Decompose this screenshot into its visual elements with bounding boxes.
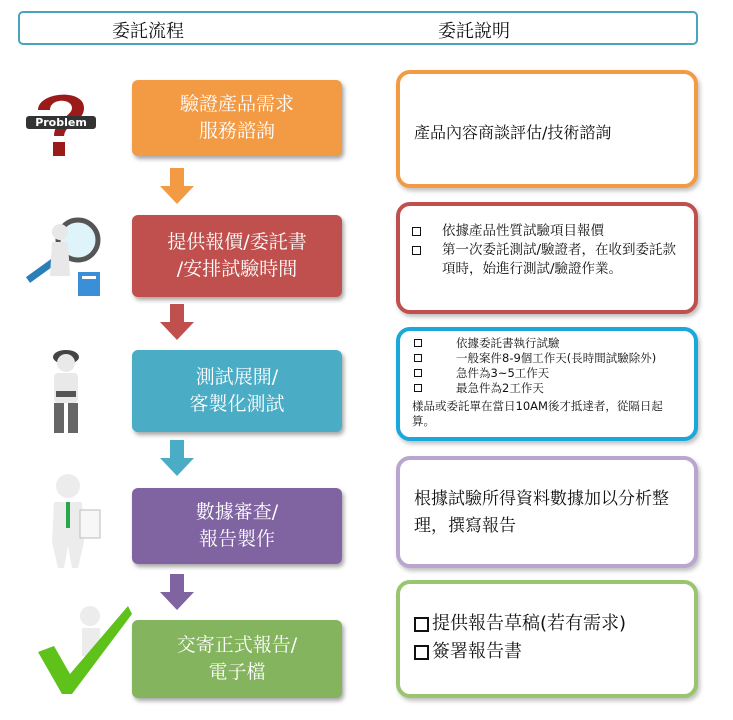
problem-word: Problem (35, 116, 87, 129)
header-description-label: 委託說明 (438, 21, 510, 42)
down-arrow-icon (160, 168, 194, 204)
description-3-item: 依據委託書執行試驗 (414, 336, 696, 351)
description-3-item: 急件為3~5工作天 (414, 366, 696, 381)
header-process-label: 委託流程 (112, 21, 184, 42)
step-5-line-1: 交寄正式報告/ (176, 634, 298, 656)
down-arrow-icon (160, 574, 194, 610)
step-3-line-1: 測試展開/ (195, 366, 279, 388)
step-1-line-1: 驗證產品需求 (179, 93, 294, 115)
step-4-line-1: 數據審查/ (195, 501, 279, 523)
down-arrow-icon (160, 440, 194, 476)
step-3-line-2: 客製化測試 (189, 393, 285, 415)
step-1-verify-needs (132, 80, 342, 156)
description-box-2 (396, 202, 698, 314)
description-2-item: 依據產品性質試驗項目報價 (412, 222, 687, 241)
step-1-line-2: 服務諮詢 (198, 120, 275, 142)
thinking-figure-icon (36, 345, 96, 440)
step-4-line-2: 報告製作 (198, 528, 275, 550)
document-figure-icon (44, 470, 106, 570)
description-2-item: 第一次委託測試/驗證者，在收到委託款項時，始進行測試/驗證作業。 (412, 241, 687, 279)
description-3-item: 一般案件8-9個工作天(長時間試驗除外) (414, 351, 696, 366)
description-box-5 (396, 580, 698, 698)
description-3-item: 最急件為2工作天 (414, 381, 696, 396)
description-box-3 (396, 327, 698, 441)
step-5-line-2: 電子檔 (208, 661, 266, 683)
description-4-text: 根據試驗所得資料數據加以分析整理，撰寫報告 (414, 489, 669, 536)
description-5-item: 提供報告草稿(若有需求) (414, 610, 694, 638)
step-2-quotation (132, 215, 342, 297)
description-3-note: 樣品或委託單在當日10AM後才抵達者，從隔日起算。 (412, 399, 663, 428)
description-5-item: 簽署報告書 (414, 638, 694, 666)
checkmark-figure-icon (34, 600, 134, 700)
magnifier-figure-icon (16, 210, 108, 302)
step-2-line-2: /安排試驗時間 (176, 258, 298, 280)
step-2-line-1: 提供報價/委託書 (167, 231, 307, 253)
question-mark-icon (24, 84, 98, 166)
description-1-text: 產品內容商談評估/技術諮詢 (414, 123, 612, 142)
step-5-deliver-report (132, 620, 342, 698)
step-3-testing (132, 350, 342, 432)
step-4-data-review (132, 488, 342, 564)
description-box-1 (396, 70, 698, 188)
description-box-4 (396, 456, 698, 568)
header-bar (18, 11, 698, 45)
down-arrow-icon (160, 304, 194, 340)
